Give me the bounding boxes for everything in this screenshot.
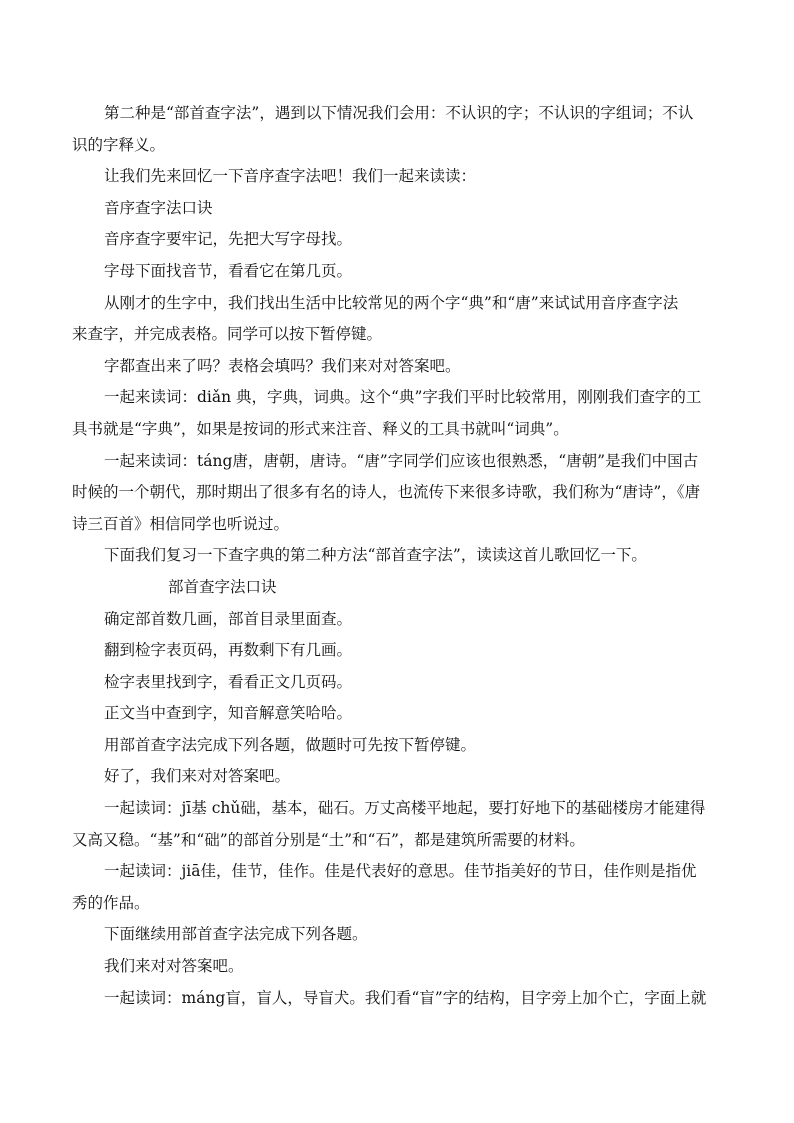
document-body [72,98,724,1014]
paragraph-line: 用部首查字法完成下列各题，做题时可先按下暂停键。 [104,735,477,754]
rhyme-line: 字母下面找音节，看看它在第几页。 [104,261,353,280]
paragraph-line: 时候的一个朝代，那时期出了很多有名的诗人，也流传下来很多诗歌，我们称为“唐诗”，《唐 [72,483,701,502]
section-heading: 音序查字法口诀 [104,198,213,217]
paragraph-line: 又高又稳。“基”和“础”的部首分别是“土”和“石”，都是建筑所需要的材料。 [72,830,585,849]
rhyme-line: 翻到检字表页码，再数剩下有几画。 [104,641,353,660]
paragraph-line: 从刚才的生字中，我们找出生活中比较常见的两个字“典”和“唐”来试试用音序查字法 [104,293,679,312]
paragraph-line: 诗三百首》相信同学也听说过。 [72,514,290,533]
section-heading: 部首查字法口诀 [168,577,277,596]
paragraph-line: 我们来对对答案吧。 [104,957,244,976]
paragraph-line: 字都查出来了吗？表格会填吗？我们来对对答案吧。 [104,356,461,375]
paragraph-line: 第二种是“部首查字法”，遇到以下情况我们会用：不认识的字；不认识的字组词；不认 [104,104,694,122]
paragraph-line: 一起读词：máng盲，盲人，导盲犬。我们看“盲”字的结构，目字旁上加个亡，字面上就 [104,988,707,1007]
rhyme-line: 检字表里找到字，看看正文几页码。 [104,672,353,691]
rhyme-line: 确定部首数几画，部首目录里面查。 [104,609,353,628]
paragraph-line: 好了，我们来对对答案吧。 [104,767,291,786]
paragraph-line: 一起读词：jī基 chǔ础，基本，础石。万丈高楼平地起，要打好地下的基础楼房才能建得 [104,799,706,818]
paragraph-line: 一起读词：jiā佳，佳节，佳作。佳是代表好的意思。佳节指美好的节日，佳作则是指优 [104,862,697,881]
paragraph-line: 下面继续用部首查字法完成下列各题。 [104,925,368,944]
paragraph-line: 秀的作品。 [72,893,150,912]
paragraph-line: 让我们先来回忆一下音序查字法吧！我们一起来读读： [104,167,477,186]
rhyme-line: 正文当中查到字，知音解意笑哈哈。 [104,704,353,723]
paragraph-line: 下面我们复习一下查字典的第二种方法“部首查字法”，读读这首儿歌回忆一下。 [104,546,647,565]
paragraph-line: 具书就是“字典”，如果是按词的形式来注音、释义的工具书就叫“词典”。 [72,419,569,438]
paragraph-line: 识的字释义。 [72,135,166,154]
rhyme-line: 音序查字要牢记，先把大写字母找。 [104,230,353,249]
paragraph-line: 来查字，并完成表格。同学可以按下暂停键。 [72,325,383,344]
paragraph-line: 一起来读词：táng唐，唐朝，唐诗。“唐”字同学们应该也很熟悉，“唐朝”是我们中国古 [104,451,699,470]
paragraph-line: 一起来读词：diǎn 典，字典，词典。这个“典”字我们平时比较常用，刚刚我们查字的工 [104,388,702,407]
